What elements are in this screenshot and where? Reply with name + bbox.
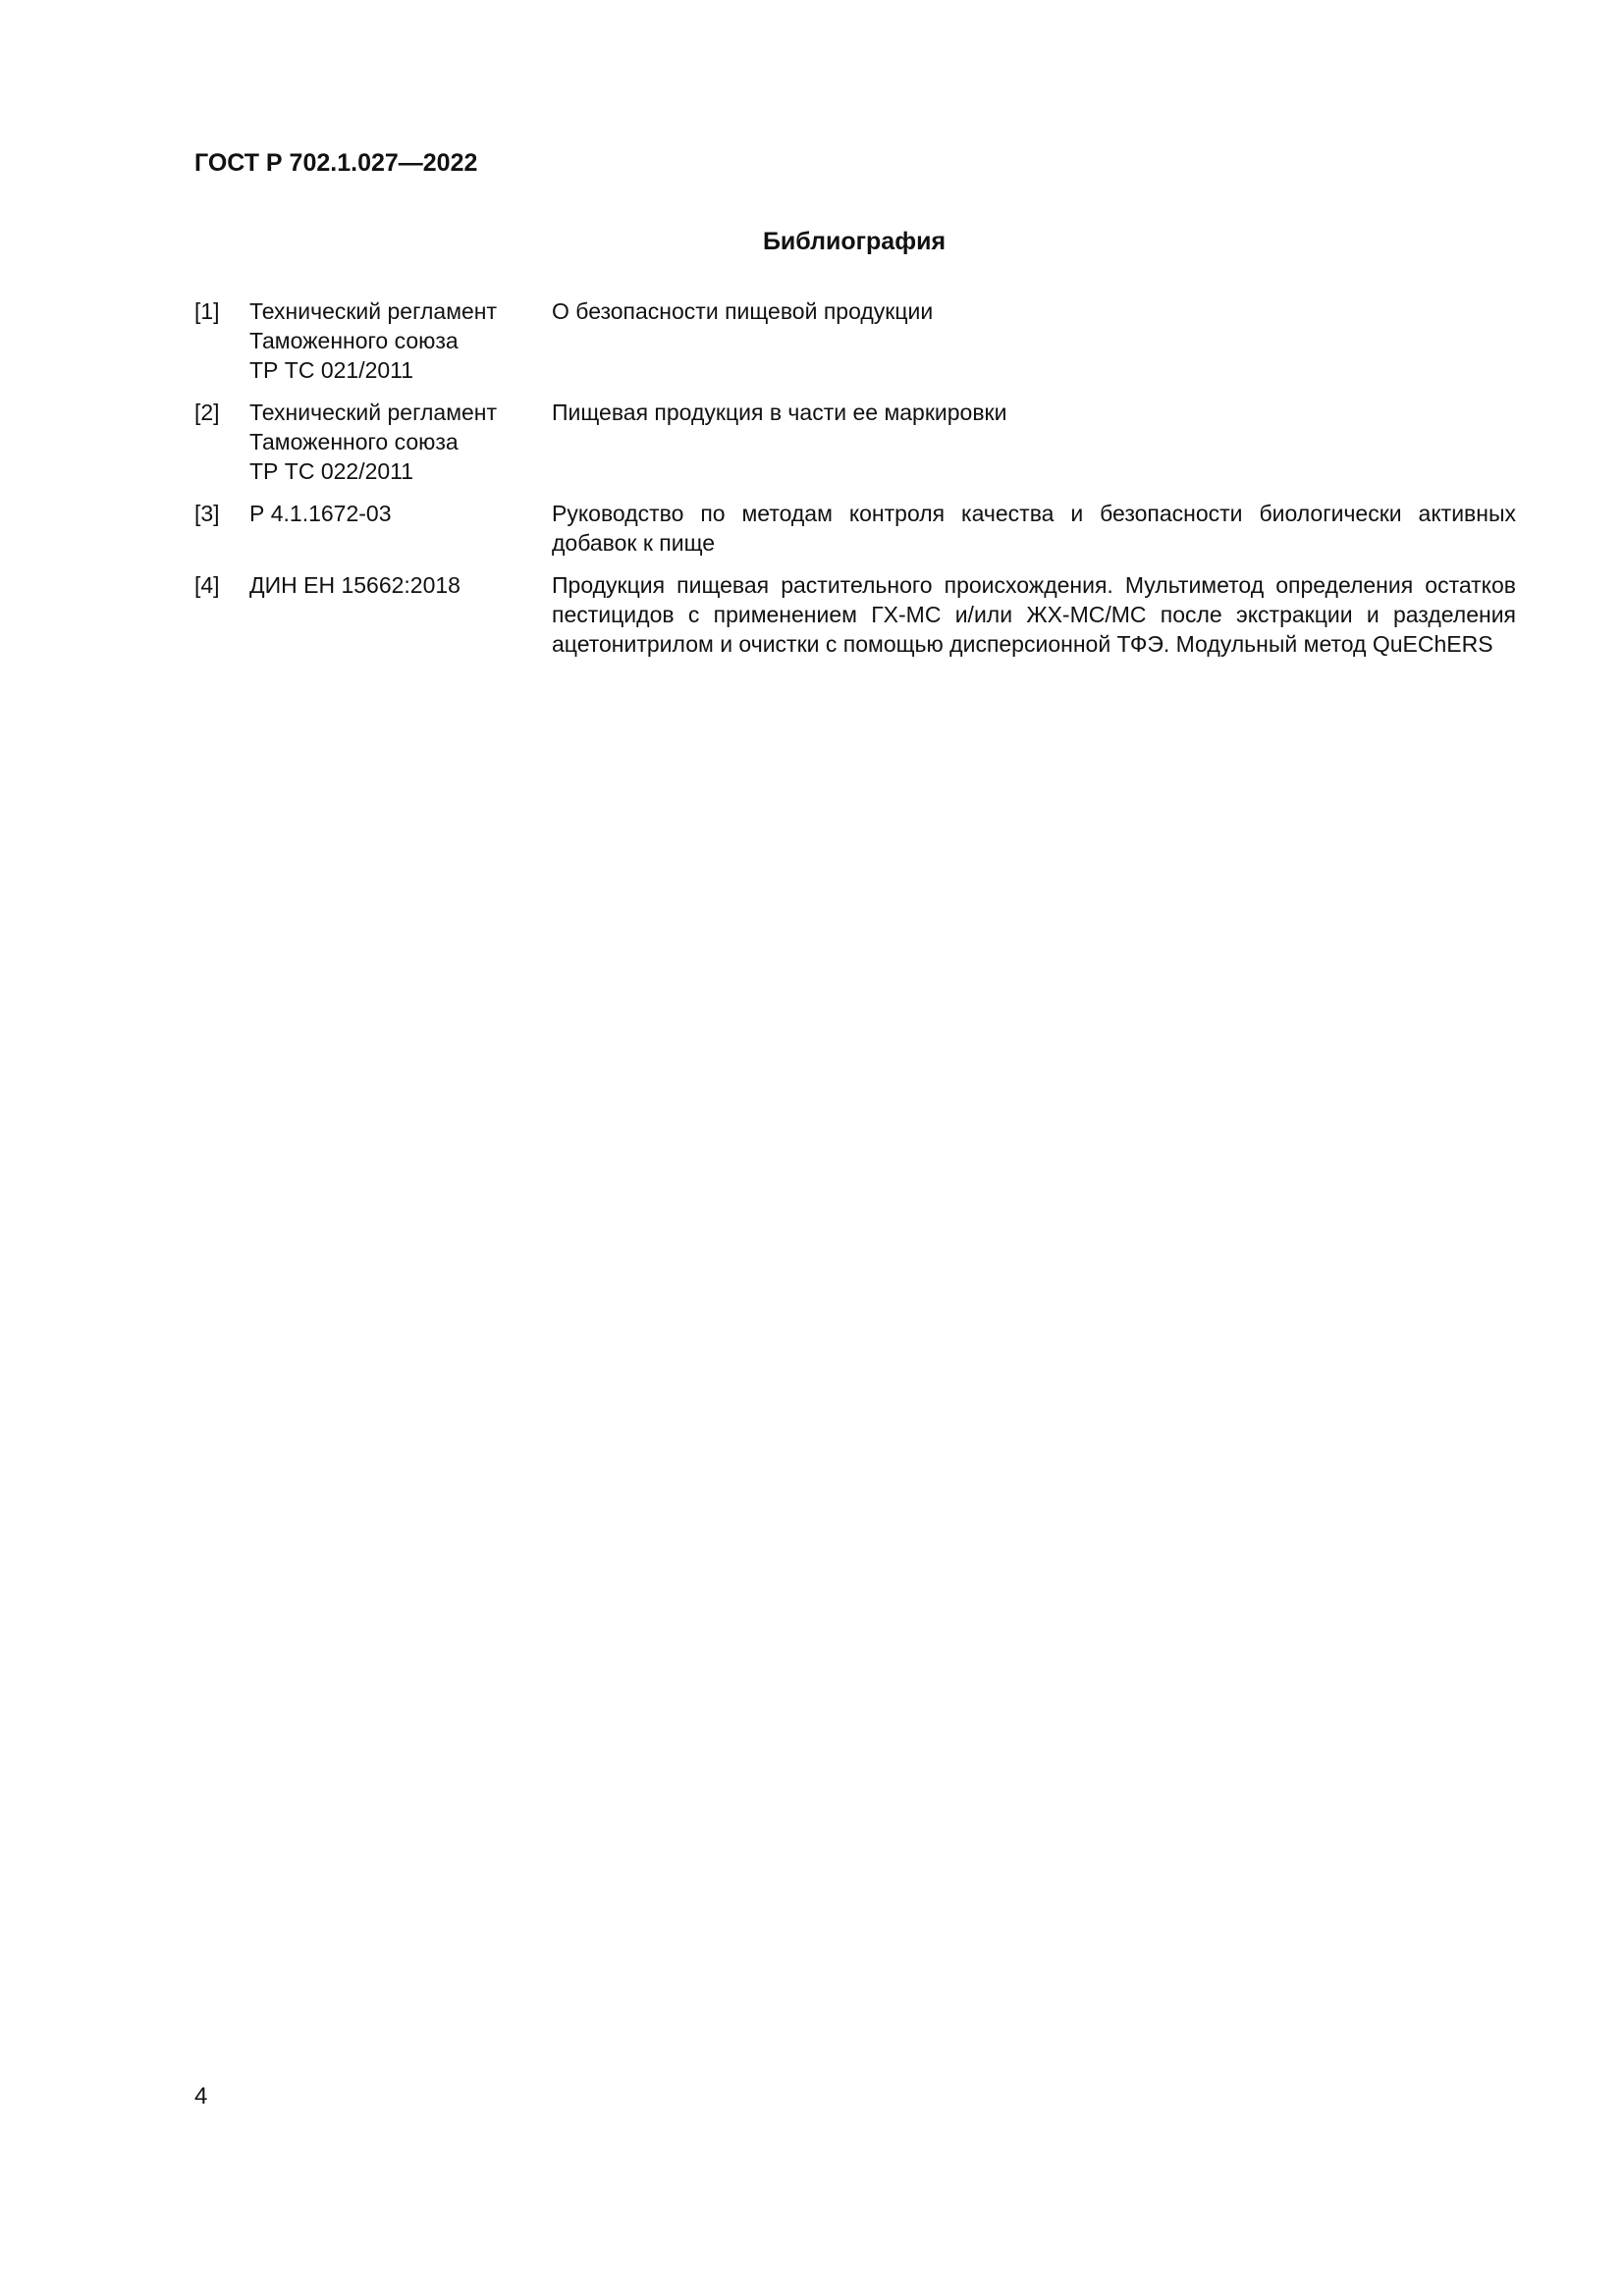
entry-number: [3]: [194, 501, 220, 526]
reference-line: Р 4.1.1672-03: [249, 501, 392, 526]
document-header: ГОСТ Р 702.1.027—2022: [194, 149, 478, 177]
entry-number: [2]: [194, 400, 220, 425]
reference-line: ТР ТС 021/2011: [249, 357, 414, 383]
entry-reference: [249, 296, 552, 385]
entry-description: О безопасности пищевой продукции: [552, 298, 934, 324]
section-title: Библиография: [762, 228, 947, 255]
entry-description: Пищевая продукция в части ее маркировки: [552, 400, 1007, 425]
page-number: 4: [194, 2083, 208, 2109]
bibliography-list: [194, 296, 1516, 671]
entry-description: Продукция пищевая растительного происхождения. Мультиметод определения остатков пестицидов с применением ГХ-МС и/или ЖХ-МС/МС после экстракции и разделения ацетонитрилом и очистки с помощью дисперсионной ТФЭ. Модульный метод QuEChERS: [552, 572, 1516, 657]
entry-reference: [249, 570, 552, 659]
bibliography-entry: [194, 570, 1516, 659]
entry-reference: [249, 499, 552, 558]
bibliography-entry: [194, 499, 1516, 558]
bibliography-entry: [194, 296, 1516, 385]
reference-line: Технический регламент: [249, 298, 498, 324]
entry-number: [4]: [194, 572, 220, 598]
reference-line: Таможенного союза: [249, 429, 459, 454]
reference-line: Таможенного союза: [249, 328, 459, 353]
reference-line: Технический регламент: [249, 400, 498, 425]
entry-number: [1]: [194, 298, 220, 324]
bibliography-entry: [194, 398, 1516, 486]
entry-description: Руководство по методам контроля качества и безопасности биологически активных добавок к пище: [552, 501, 1516, 556]
reference-line: ДИН ЕН 15662:2018: [249, 572, 460, 598]
entry-reference: [249, 398, 552, 486]
reference-line: ТР ТС 022/2011: [249, 458, 414, 484]
